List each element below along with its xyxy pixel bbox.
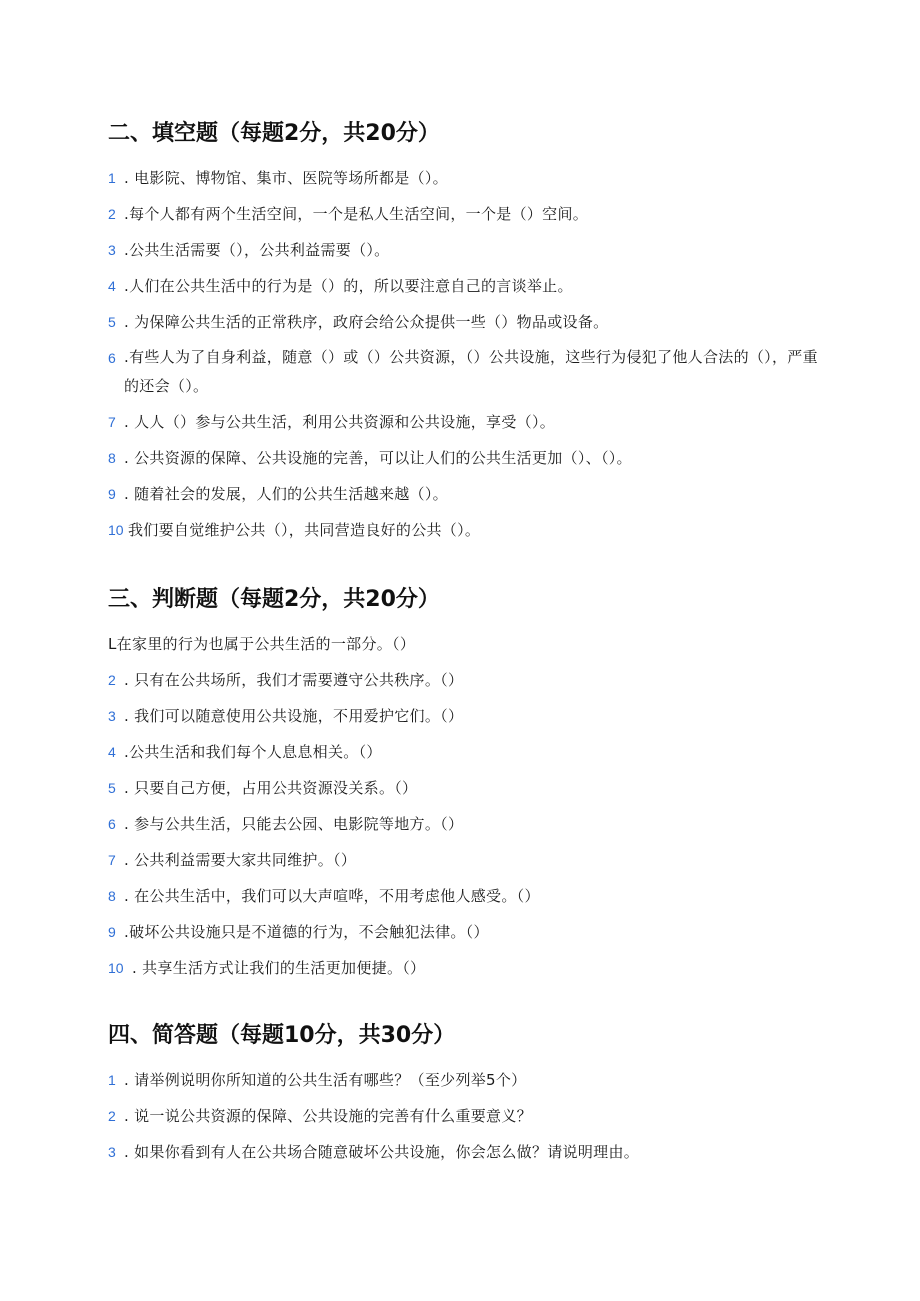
question-item bbox=[108, 274, 828, 298]
question-item bbox=[108, 518, 828, 542]
question-number: 3 bbox=[108, 242, 116, 258]
question-item bbox=[108, 238, 828, 262]
question-item bbox=[108, 446, 828, 470]
question-item bbox=[108, 884, 828, 908]
question-item bbox=[108, 346, 828, 398]
question-item bbox=[108, 202, 828, 226]
question-item bbox=[108, 776, 828, 800]
question-item bbox=[108, 1140, 828, 1164]
question-text: . 随着社会的发展，人们的公共生活越来越（）。 bbox=[124, 485, 448, 503]
question-text: L在家里的行为也属于公共生活的一部分。（） bbox=[108, 635, 416, 653]
question-item bbox=[108, 410, 828, 434]
question-number: 8 bbox=[108, 450, 116, 466]
question-item bbox=[108, 1104, 828, 1128]
question-item bbox=[108, 310, 828, 334]
question-text: . 电影院、博物馆、集市、医院等场所都是（）。 bbox=[124, 169, 448, 187]
question-number: 6 bbox=[108, 816, 116, 832]
question-item bbox=[108, 920, 828, 944]
question-text: 我们要自觉维护公共（），共同营造良好的公共（）。 bbox=[128, 521, 481, 539]
question-number: 6 bbox=[108, 350, 116, 366]
question-number: 5 bbox=[108, 314, 116, 330]
question-item bbox=[108, 704, 828, 728]
section-heading: 三、判断题（每题2分，共20分） bbox=[108, 587, 440, 612]
question-item bbox=[108, 482, 828, 506]
question-text: .破坏公共设施只是不道德的行为，不会触犯法律。（） bbox=[124, 923, 489, 941]
question-number: 2 bbox=[108, 672, 116, 688]
section-heading: 二、填空题（每题2分，共20分） bbox=[108, 121, 440, 146]
question-text: . 如果你看到有人在公共场合随意破坏公共设施，你会怎么做？请说明理由。 bbox=[124, 1143, 640, 1161]
question-text: . 公共资源的保障、公共设施的完善，可以让人们的公共生活更加（）、（）。 bbox=[124, 449, 632, 467]
section-short-answer bbox=[108, 1021, 828, 1176]
question-text: .公共生活和我们每个人息息相关。（） bbox=[124, 743, 382, 761]
question-item bbox=[108, 956, 828, 980]
question-item bbox=[108, 1068, 828, 1092]
section-heading: 四、简答题（每题10分，共30分） bbox=[108, 1023, 456, 1048]
question-text: . 说一说公共资源的保障、公共设施的完善有什么重要意义？ bbox=[124, 1107, 532, 1125]
question-number: 9 bbox=[108, 924, 116, 940]
question-list bbox=[108, 1068, 828, 1164]
question-text: . 为保障公共生活的正常秩序，政府会给公众提供一些（）物品或设备。 bbox=[124, 313, 609, 331]
question-text: .有些人为了自身利益，随意（）或（）公共资源，（）公共设施，这些行为侵犯了他人合法的（），严重的还会（）。 bbox=[124, 348, 818, 395]
question-number: 7 bbox=[108, 414, 116, 430]
question-number: 10 bbox=[108, 960, 124, 976]
question-number: 10 bbox=[108, 522, 124, 538]
question-text: . 只要自己方便，占用公共资源没关系。（） bbox=[124, 779, 418, 797]
question-number: 2 bbox=[108, 1108, 116, 1124]
question-number: 1 bbox=[108, 170, 116, 186]
question-text: . 我们可以随意使用公共设施，不用爱护它们。（） bbox=[124, 707, 464, 725]
question-text: . 人人（）参与公共生活，利用公共资源和公共设施，享受（）。 bbox=[124, 413, 556, 431]
question-number: 4 bbox=[108, 744, 116, 760]
question-number: 5 bbox=[108, 780, 116, 796]
question-item bbox=[108, 812, 828, 836]
question-text: . 共享生活方式让我们的生活更加便捷。（） bbox=[132, 959, 426, 977]
question-number: 2 bbox=[108, 206, 116, 222]
question-list bbox=[108, 166, 828, 542]
question-number: 3 bbox=[108, 708, 116, 724]
question-number: 1 bbox=[108, 1072, 116, 1088]
section-fill-in-blank bbox=[108, 119, 828, 554]
question-number: 3 bbox=[108, 1144, 116, 1160]
question-number: 4 bbox=[108, 278, 116, 294]
question-text: . 参与公共生活，只能去公园、电影院等地方。（） bbox=[124, 815, 464, 833]
question-text: . 只有在公共场所，我们才需要遵守公共秩序。（） bbox=[124, 671, 464, 689]
question-text: .公共生活需要（），公共利益需要（）。 bbox=[124, 241, 390, 259]
question-text: . 请举例说明你所知道的公共生活有哪些？（至少列举5个） bbox=[124, 1071, 527, 1089]
question-list bbox=[108, 632, 828, 980]
question-item bbox=[108, 166, 828, 190]
question-item bbox=[108, 632, 828, 656]
section-true-false bbox=[108, 585, 828, 992]
question-text: .人们在公共生活中的行为是（）的，所以要注意自己的言谈举止。 bbox=[124, 277, 573, 295]
question-number: 8 bbox=[108, 888, 116, 904]
question-number: 9 bbox=[108, 486, 116, 502]
question-text: .每个人都有两个生活空间，一个是私人生活空间，一个是（）空间。 bbox=[124, 205, 589, 223]
question-item bbox=[108, 848, 828, 872]
question-text: . 在公共生活中，我们可以大声喧哗，不用考虑他人感受。（） bbox=[124, 887, 540, 905]
question-text: . 公共利益需要大家共同维护。（） bbox=[124, 851, 357, 869]
question-item bbox=[108, 668, 828, 692]
question-item bbox=[108, 740, 828, 764]
question-number: 7 bbox=[108, 852, 116, 868]
